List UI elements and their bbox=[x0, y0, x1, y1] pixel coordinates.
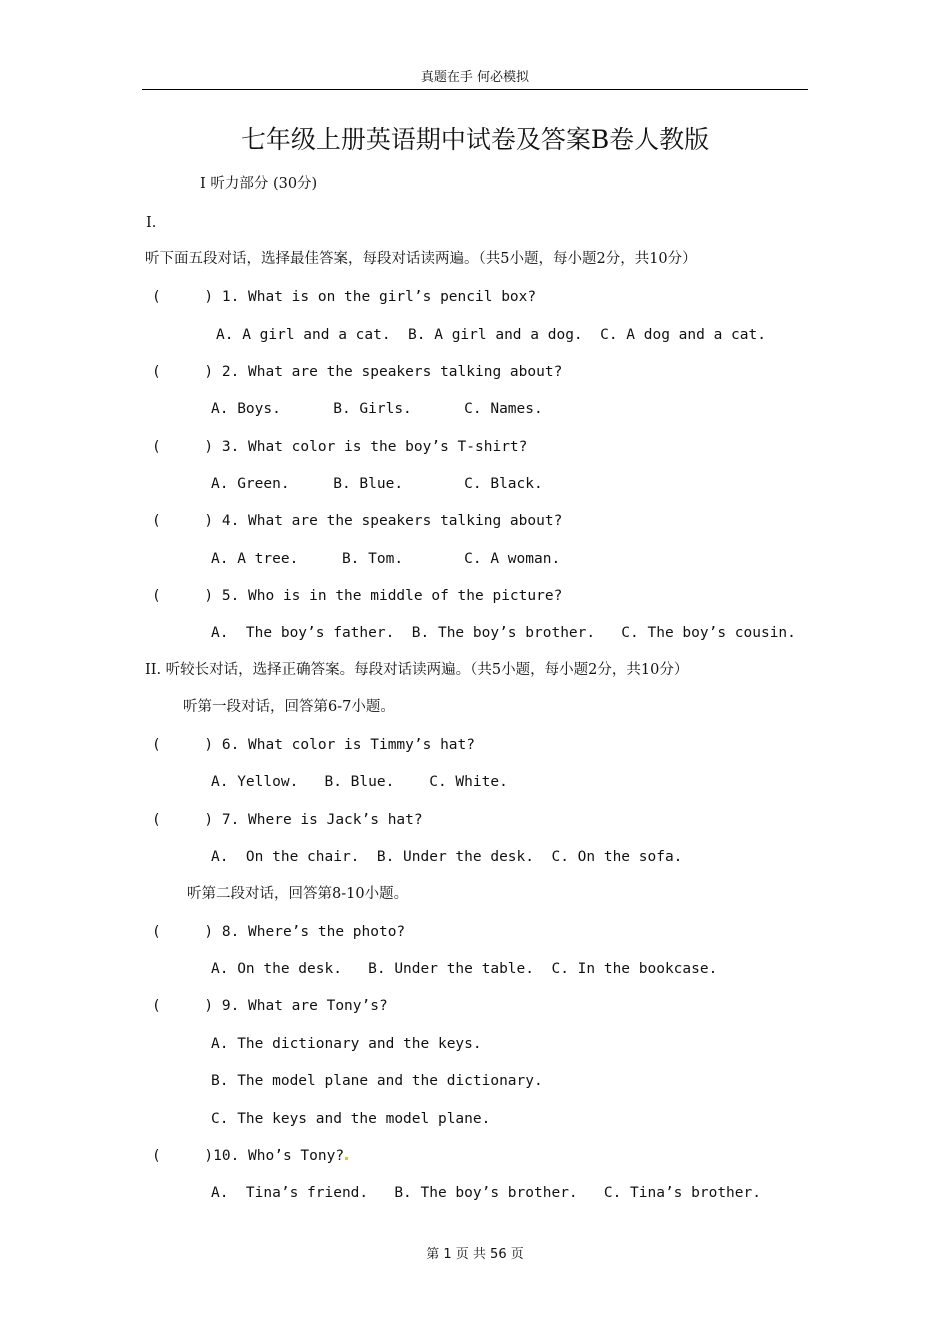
page-header: 真题在手 何必模拟 bbox=[420, 70, 530, 85]
question-2-options: A. Boys. B. Girls. C. Names. bbox=[211, 401, 543, 417]
question-9-option-b: B. The model plane and the dictionary. bbox=[211, 1073, 543, 1089]
question-10-options: A. Tina’s friend. B. The boy’s brother. C. Tina’s brother. bbox=[211, 1185, 761, 1201]
header-rule bbox=[142, 89, 808, 90]
subsection-1-label: Ⅰ. bbox=[146, 215, 157, 231]
highlight-dot bbox=[345, 1157, 348, 1160]
question-4: ( ) 4. What are the speakers talking about? bbox=[152, 513, 563, 529]
page-footer: 第 1 页 共 56 页 bbox=[426, 1247, 524, 1262]
subsection-1-instructions: 听下面五段对话，选择最佳答案，每段对话读两遍。（共5小题，每小题2分，共10分） bbox=[145, 251, 697, 267]
question-3: ( ) 3. What color is the boy’s T-shirt? bbox=[152, 439, 528, 455]
subsection-2-instructions: II. 听较长对话，选择正确答案。每段对话读两遍。（共5小题，每小题2分，共10分） bbox=[145, 662, 689, 678]
question-3-options: A. Green. B. Blue. C. Black. bbox=[211, 476, 543, 492]
question-5: ( ) 5. Who is in the middle of the picture? bbox=[152, 588, 563, 604]
question-10 bbox=[152, 1146, 348, 1166]
question-9: ( ) 9. What are Tony’s? bbox=[152, 998, 388, 1014]
section-heading-listening: Ⅰ 听力部分 (30分) bbox=[200, 176, 318, 192]
question-2: ( ) 2. What are the speakers talking about? bbox=[152, 364, 563, 380]
dialogue-2-instructions: 听第二段对话，回答第8-10小题。 bbox=[187, 886, 409, 902]
question-6-options: A. Yellow. B. Blue. C. White. bbox=[211, 774, 508, 790]
dialogue-1-instructions: 听第一段对话，回答第6-7小题。 bbox=[183, 699, 395, 715]
question-9-option-c: C. The keys and the model plane. bbox=[211, 1111, 491, 1127]
question-5-options: A. The boy’s father. B. The boy’s brother. C. The boy’s cousin. bbox=[211, 625, 796, 641]
question-8: ( ) 8. Where’s the photo? bbox=[152, 924, 406, 940]
question-7-options: A. On the chair. B. Under the desk. C. On the sofa. bbox=[211, 849, 683, 865]
question-8-options: A. On the desk. B. Under the table. C. In the bookcase. bbox=[211, 961, 718, 977]
question-4-options: A. A tree. B. Tom. C. A woman. bbox=[211, 551, 561, 567]
page-title: 七年级上册英语期中试卷及答案B卷人教版 bbox=[240, 125, 710, 154]
question-9-option-a: A. The dictionary and the keys. bbox=[211, 1036, 482, 1052]
question-10-text: ( )10. Who’s Tony? bbox=[152, 1148, 345, 1164]
question-7: ( ) 7. Where is Jack’s hat? bbox=[152, 812, 423, 828]
question-1-options: A. A girl and a cat. B. A girl and a dog. C. A dog and a cat. bbox=[216, 327, 766, 343]
question-1: ( ) 1. What is on the girl’s pencil box? bbox=[152, 289, 537, 305]
question-6: ( ) 6. What color is Timmy’s hat? bbox=[152, 737, 476, 753]
